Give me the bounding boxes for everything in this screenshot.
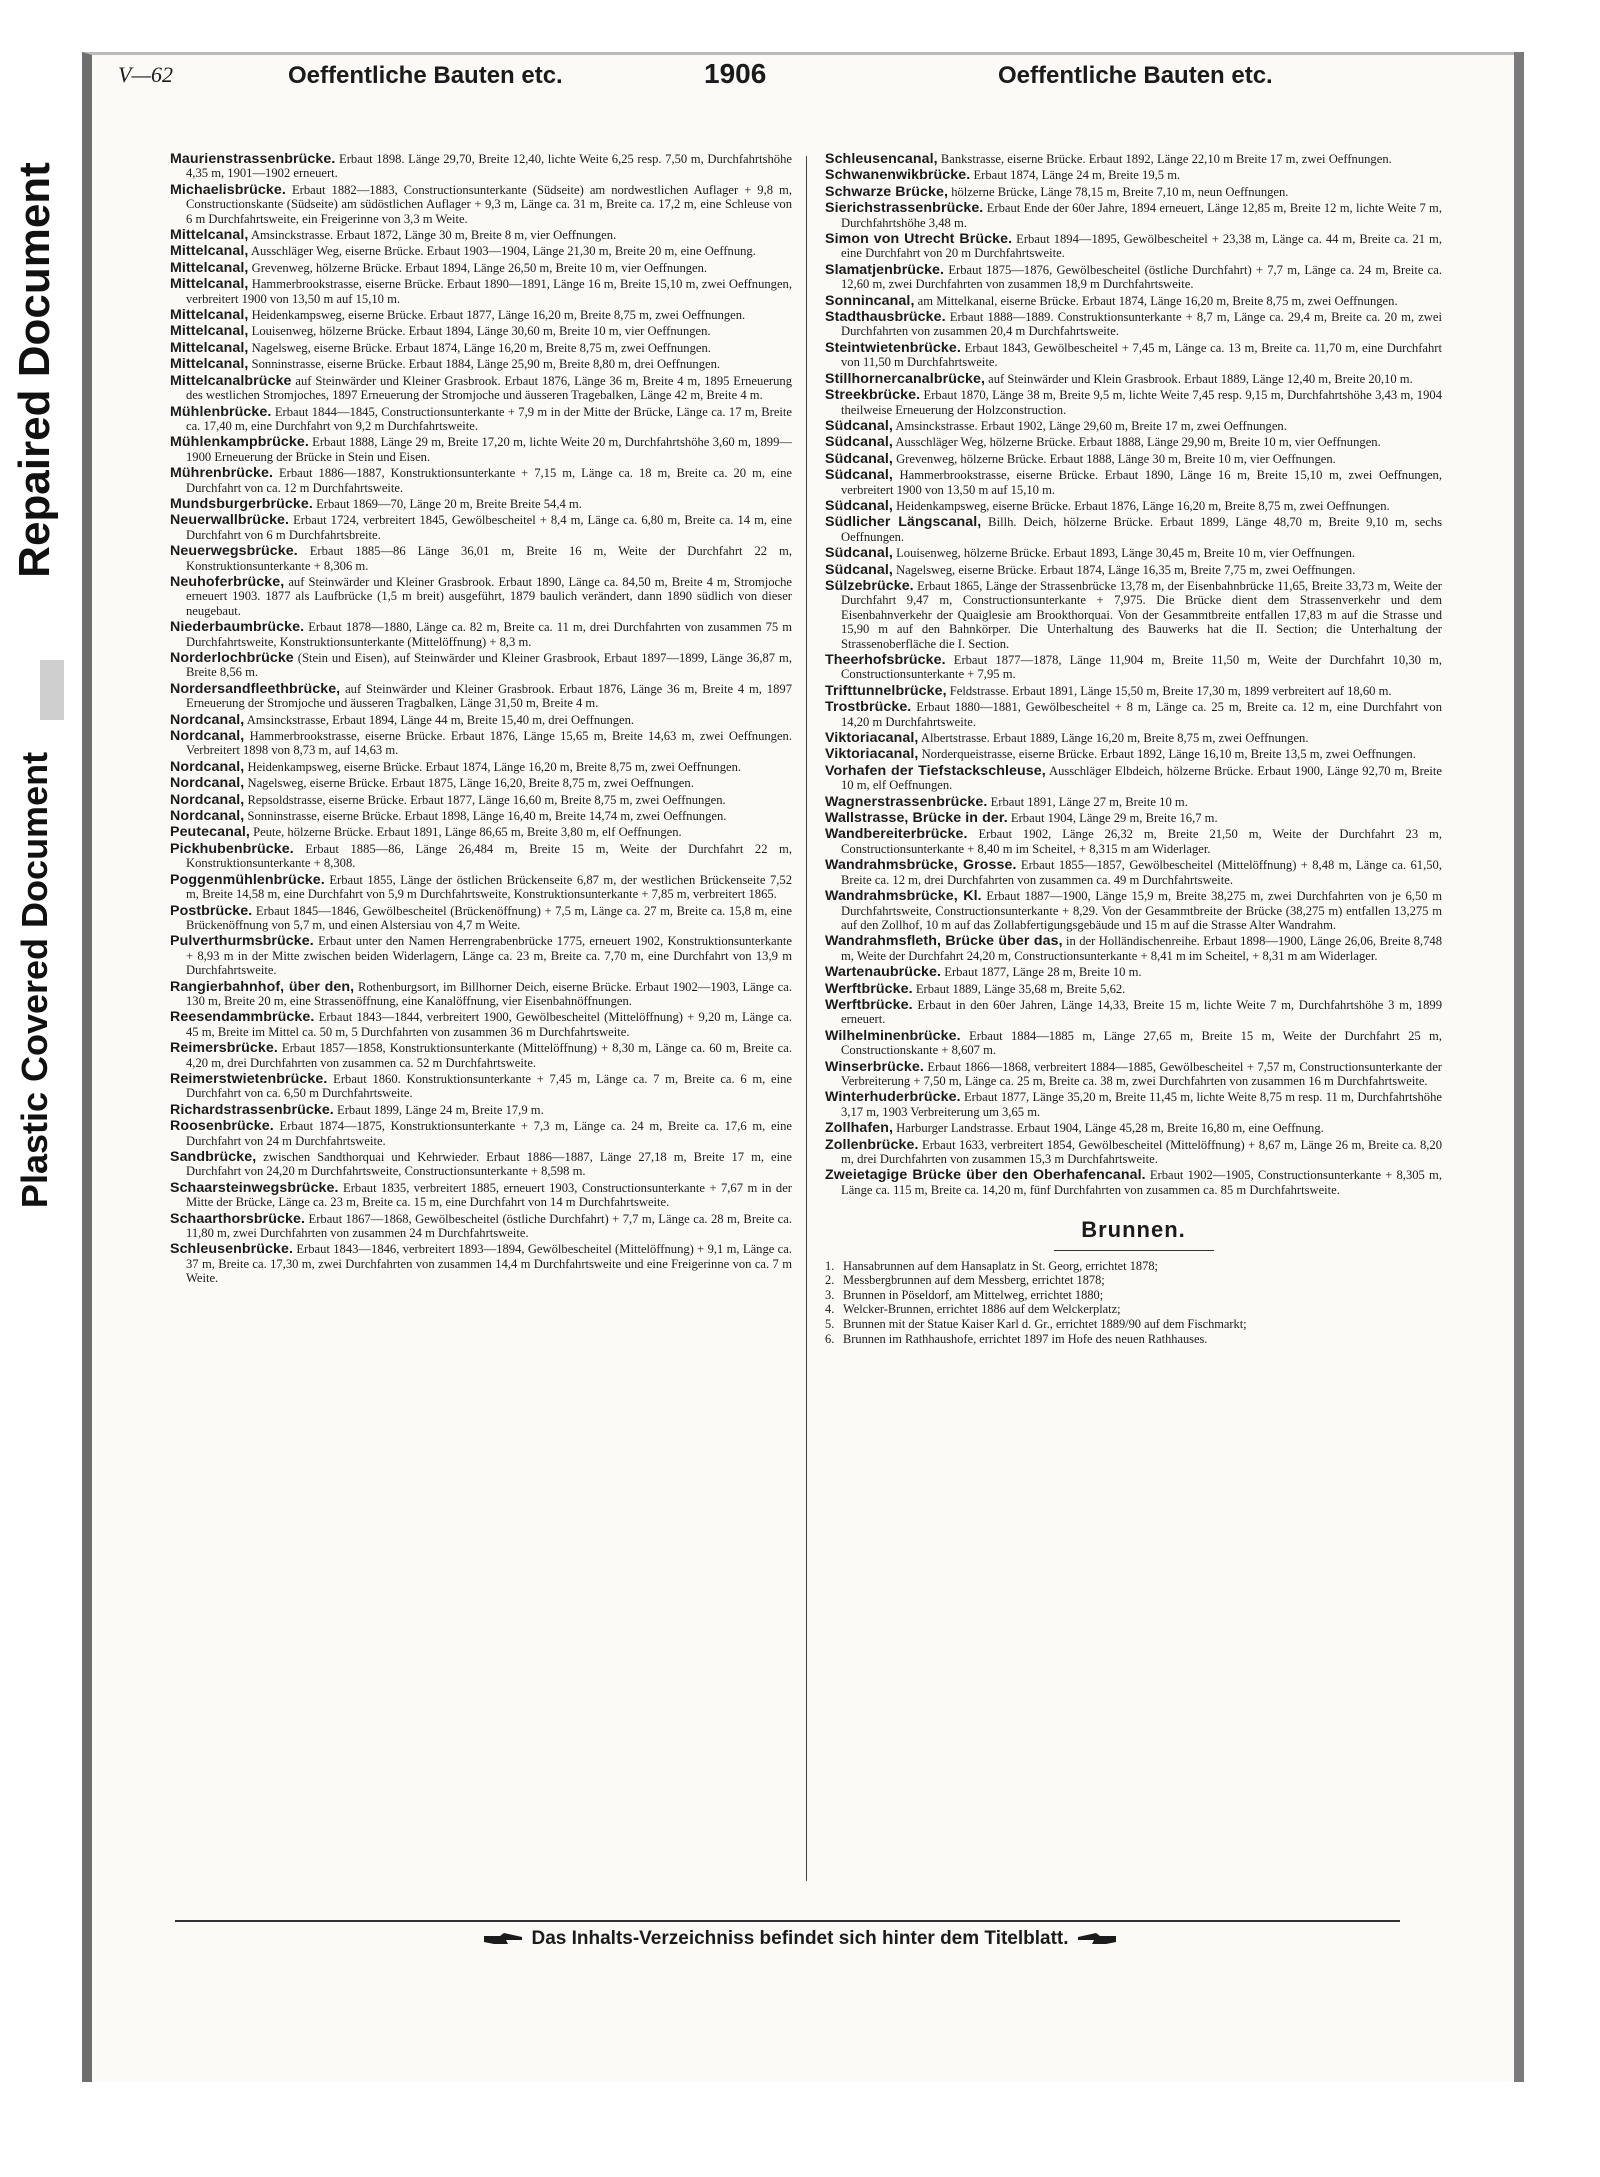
entry-text: Erbaut 1869—70, Länge 20 m, Breite Breite 54,4 m. [316,496,582,511]
strip-divider [40,660,64,720]
entry-name: Stadthausbrücke. [825,309,946,326]
bridge-entry [825,263,1442,292]
entry-text: auf Steinwärder und Kleiner Grasbrook. Erbaut 1876, Länge 36 m, Breite 4 m, 1895 Erneuerung des westlichen Stromjoches, 1897 Erneuerung der Stromjoche und äusseren Tragebalken, Länge 42 m, Breite 4 m. [186,373,792,403]
entry-text: Ausschläger Weg, hölzerne Brücke. Erbaut 1888, Länge 29,90 m, Breite 10 m, vier Oeffnungen. [895,435,1381,450]
entry-name: Mittelcanal, [170,323,249,340]
entry-name: Trifttunnelbrücke, [825,682,947,699]
bridge-entry [825,731,1442,745]
entry-text: Erbaut in den 60er Jahren, Länge 14,33, Breite 15 m, lichte Weite 7 m, Durchfahrtshöhe 3 m, 1899 erneuert. [841,997,1442,1027]
entry-name: Wandrahmsfleth, Brücke über das, [825,933,1063,950]
side-label-strip [0,60,70,1209]
entry-name: Steintwietenbrücke. [825,339,961,356]
brunnen-item-text: Brunnen mit der Statue Kaiser Karl d. Gr., errichtet 1889/90 auf dem Fischmarkt; [843,1317,1247,1331]
entry-text: Erbaut 1855, Länge der östlichen Brückenseite 6,87 m, der westlichen Brückenseite 7,52 m, Breite 14,58 m, eine Durchfahrt von 5,9 m Durchfahrtsweite, Konstruktionsunterkante + 7,85 m, verbreitert 1865. [186,872,792,902]
entry-text: Erbaut 1889, Länge 35,68 m, Breite 5,62. [915,981,1126,996]
bottom-rule [175,1920,1400,1922]
entry-text: Amsinckstrasse. Erbaut 1902, Länge 29,60 m, Breite 17 m, zwei Oeffnungen. [895,418,1287,433]
entry-text: Billh. Deich, hölzerne Brücke. Erbaut 1899, Länge 48,70 m, Breite 9,10 m, sechs Oeffnungen. [841,515,1442,544]
bridge-entry [825,185,1442,199]
bridge-entry [825,310,1442,339]
entry-text: auf Steinwärder und Kleiner Grasbrook. Erbaut 1876, Länge 36 m, Breite 4 m, 1897 Erneuerung der Stromjoche und äusseren Tragbalken, Länge 31,50 m, Breite 4 m. [186,681,792,711]
header-year: 1906 [704,58,767,89]
entry-text: Erbaut 1867—1868, Gewölbescheitel (östliche Durchfahrt) + 7,7 m, Länge ca. 28 m, Breite ca. 11,80 m, zwei Durchfahrten von zusammen 24 m Durchfahrtsweite. [186,1211,792,1241]
entry-text: Ausschläger Weg, eiserne Brücke. Erbaut 1903—1904, Länge 21,30 m, Breite 20 m, eine Oeffnung. [250,244,756,259]
entry-name: Schwarze Brücke, [825,183,949,200]
entry-name: Vorhafen der Tiefstackschleuse, [825,762,1046,779]
brunnen-item-number: 3. [825,1287,835,1302]
entry-name: Sandbrücke, [170,1149,257,1165]
bridge-entry [825,653,1442,682]
bridge-entry [170,1103,792,1117]
entry-text: Erbaut 1633, verbreitert 1854, Gewölbescheitel (Mittelöffnung) + 8,67 m, Länge 26 m, Breite ca. 8,20 m, drei Durchfahrten von zusammen 15,3 m Durchfahrtsweite. [841,1137,1442,1166]
bridge-entry [825,764,1442,793]
header-left-title: Oeffentliche Bauten etc. [288,62,563,89]
bridge-entry [825,858,1442,887]
bridge-entry [825,965,1442,979]
entry-text: Erbaut 1885—86 Länge 36,01 m, Breite 16 m, Weite der Durchfahrt 22 m, Konstruktionsunterkante + 8,306 m. [186,544,792,573]
entry-name: Wandbereiterbrücke. [825,826,968,843]
entry-text: Louisenweg, hölzerne Brücke. Erbaut 1894, Länge 30,60 m, Breite 10 m, vier Oeffnungen. [251,324,711,339]
entry-text: Erbaut 1865, Länge der Strassenbrücke 13,78 m, der Eisenbahnbrücke 11,65, Breite 33,73 m, Weite der Durchfahrt 9,47 m, Constructionsunterkante + 7,975. Die Brücke dient dem Strassenverkehr und dem Eisenbahnverkehr der Quaiglesie am Brookthorquai. Von der Gesammtbreite entfallen 17,83 m auf die Strasse und 15,90 m auf den Bahnkörper. Die Unterhaltung des Bauwerks hat die II. Section; die Unterhaltung der Strassenoberfläche die I. Section. [841,578,1442,651]
bridge-entry [170,357,792,371]
entry-name: Mittelcanal, [170,259,249,276]
entry-text: Erbaut 1875—1876, Gewölbescheitel (östliche Durchfahrt) + 7,7 m, Länge ca. 24 m, Breite ca. 12,60 m, zwei Durchfahrten von zusammen 18,9 m Durchfahrtsweite. [841,262,1442,292]
entry-text: Erbaut 1870, Länge 38 m, Breite 9,5 m, lichte Weite 7,45 resp. 9,15 m, Durchfahrtshöhe 3,43 m, 1904 theilweise Erneuerung der Holzconstruction. [841,388,1442,417]
entry-name: Mühlenkampbrücke. [170,434,309,451]
entry-name: Poggenmühlenbrücke. [170,871,325,888]
entry-text: Grevenweg, hölzerne Brücke. Erbaut 1894, Länge 26,50 m, Breite 10 m, vier Oeffnungen. [251,260,708,275]
footer-note [400,1928,1200,1950]
entry-name: Viktoriacanal, [825,746,919,763]
bridge-entry [170,1010,792,1039]
entry-text: Ausschläger Elbdeich, hölzerne Brücke. Erbaut 1900, Länge 92,70 m, Breite 10 m, elf Oeffnungen. [841,763,1442,793]
entry-name: Wandrahmsbrücke, Grosse. [825,857,1017,874]
bridge-entry [825,372,1442,386]
entry-text: Hammerbrookstrasse, eiserne Brücke. Erbaut 1876, Länge 15,65 m, Breite 14,63 m, zwei Oeffnungen. Verbreitert 1898 von 8,73 m, auf 14,63 m. [186,729,792,758]
entry-text: Erbaut 1888, Länge 29 m, Breite 17,20 m, lichte Weite 20 m, Durchfahrtshöhe 3,60 m, 1899—1900 Erneuerung der Brücke in Stein und Eisen. [186,435,792,464]
bridge-entry [170,374,792,403]
bridge-entry [170,575,792,618]
bridge-entry [825,1060,1442,1089]
bridge-entry [825,232,1442,261]
entry-text: Albertstrasse. Erbaut 1889, Länge 16,20 m, Breite 8,75 m, zwei Oeffnungen. [920,731,1309,746]
entry-text: Grevenweg, hölzerne Brücke. Erbaut 1888, Länge 30 m, Breite 10 m, vier Oeffnungen. [896,451,1336,466]
entry-text: Heidenkampsweg, eiserne Brücke. Erbaut 1874, Länge 16,20 m, Breite 8,75 m, zwei Oeffnungen. [247,759,742,774]
entry-text: Nagelsweg, eiserne Brücke. Erbaut 1874, Länge 16,35 m, Breite 7,75 m, zwei Oeffnungen. [896,562,1356,577]
bridge-entry [170,544,792,573]
entry-name: Schaarsteinwegsbrücke. [170,1179,339,1196]
entry-name: Schwanenwikbrücke. [825,167,971,184]
bridge-entry [825,579,1442,651]
entry-name: Pulverthurmsbrücke. [170,933,314,950]
brunnen-item [825,1273,1442,1288]
bridge-entry [825,294,1442,308]
entry-name: Nordcanal, [170,728,245,745]
page-number: V—62 [118,62,173,87]
entry-name: Nordcanal, [170,758,245,775]
bridge-entry [170,842,792,871]
entry-name: Nordcanal, [170,775,245,792]
bridge-entry [170,904,792,933]
entry-name: Neuhoferbrücke, [170,573,285,590]
bridge-entry [170,713,792,727]
brunnen-title-rule [1054,1250,1214,1251]
entry-text: Erbaut 1843—1844, verbreitert 1900, Gewölbescheitel (Mittelöffnung) + 9,20 m, Länge ca. 45 m, Breite im Mittel ca. 50 m, 5 Durchfahrten von zusammen 36 m Durchfahrtsweite. [186,1010,792,1039]
brunnen-item-number: 2. [825,1273,835,1288]
entry-text: Peute, hölzerne Brücke. Erbaut 1891, Länge 86,65 m, Breite 3,80 m, elf Oeffnungen. [253,825,682,840]
bridge-entry [825,827,1442,856]
entry-text: Erbaut 1894—1895, Gewölbescheitel + 23,38 m, Länge ca. 44 m, Breite ca. 21 m, eine Durchfahrt von 20 m Durchfahrtsweite. [841,232,1442,261]
entry-name: Nordcanal, [170,791,245,808]
brunnen-item [825,1317,1442,1332]
bridge-entry [825,546,1442,560]
entry-text: Nagelsweg, eiserne Brücke. Erbaut 1874, Länge 16,20 m, Breite 8,75 m, zwei Oeffnungen. [251,340,711,355]
entry-name: Schaarthorsbrücke. [170,1210,306,1227]
bridge-entry [825,1121,1442,1135]
entry-name: Zollenbrücke. [825,1136,919,1153]
bridge-entry [170,1041,792,1070]
entry-text: Nagelsweg, eiserne Brücke. Erbaut 1875, Länge 16,20, Breite 8,75 m, zwei Oeffnungen. [247,776,694,791]
brunnen-item [825,1302,1442,1317]
entry-text: Hammerbrookstrasse, eiserne Brücke. Erbaut 1890, Länge 16 m, Breite 15,10 m, zwei Oeffnungen, verbreitert 1900 von 13,50 m auf 15,10 m. [841,468,1442,497]
entry-text: Erbaut 1884—1885 m, Länge 27,65 m, Breite 15 m, Weite der Durchfahrt 25 m, Constructionskante + 8,607 m. [841,1028,1442,1058]
bridge-entry [825,499,1442,513]
footer-note-text: Das Inhalts-Verzeichniss befindet sich hinter dem Titelblatt. [531,1928,1069,1949]
bridge-entry [825,747,1442,761]
entry-name: Mühlenbrücke. [170,403,272,420]
entry-text: Erbaut Ende der 60er Jahre, 1894 erneuert, Länge 12,85 m, Breite 12 m, lichte Weite 7 m, Durchfahrtshöhe 3,48 m. [841,201,1442,230]
entry-text: Repsoldstrasse, eiserne Brücke. Erbaut 1877, Länge 16,60 m, Breite 8,75 m, zwei Oeffnungen. [247,792,726,807]
entry-name: Theerhofsbrücke. [825,652,946,668]
column-divider [806,156,807,1881]
entry-name: Südcanal, [825,545,893,562]
bridge-entry [170,341,792,355]
entry-name: Mittelcanal, [170,339,249,356]
entry-text: hölzerne Brücke, Länge 78,15 m, Breite 7,10 m, neun Oeffnungen. [951,184,1289,199]
entry-name: Nordcanal, [170,808,245,825]
bridge-entry [825,201,1442,230]
entry-name: Mittelcanal, [170,307,249,324]
entry-name: Richardstrassenbrücke. [170,1101,334,1118]
entry-text: Erbaut 1888—1889. Construktionsunterkante + 8,7 m, Länge ca. 29,4 m, Breite ca. 20 m, zwei Durchfahrten von zusammen 20,4 m Durchfahrtsweite. [841,310,1442,339]
bridge-entry [170,793,792,807]
entry-text: Erbaut 1902, Länge 26,32 m, Breite 21,50 m, Weite der Durchfahrt 23 m, Constructionsunterkante + 8,40 m im Scheitel, + 8,315 m am Widerlager. [841,827,1442,856]
brunnen-item [825,1332,1442,1347]
entry-text: Amsinckstrasse. Erbaut 1872, Länge 30 m, Breite 8 m, vier Oeffnungen. [250,228,617,243]
entry-name: Südcanal, [825,434,893,451]
entry-text: Erbaut 1904, Länge 29 m, Breite 16,7 m. [1010,811,1218,826]
entry-name: Winterhuderbrücke. [825,1089,961,1106]
entry-text: Erbaut 1882—1883, Constructionsunterkante (Südseite) am nordwestlichen Auflager + 9,8 m, Constructionskante (Südseite) am südöstlichen Auflager + 9,3 m, Länge ca. 31 m, Breite ca. 17,2 m, eine Schleuse von 6 m Durchfahrtsweite, ein Freigerinne von 3,3 m Weite. [186,182,792,226]
entry-name: Wartenaubrücke. [825,964,942,981]
brunnen-item-text: Welcker-Brunnen, errichtet 1886 auf dem Welckerplatz; [843,1302,1121,1317]
entry-name: Niederbaumbrücke. [170,619,305,636]
bridge-entry [170,682,792,711]
entry-name: Südcanal, [825,467,893,484]
entry-name: Rangierbahnhof, über den, [170,978,355,995]
entry-name: Mührenbrücke. [170,465,273,482]
bridge-entry [170,261,792,275]
entry-text: Erbaut 1835, verbreitert 1885, erneuert 1903, Constructionsunterkante + 7,67 m in der Mitte der Brücke, Länge ca. 23 m, Breite ca. 15 m, eine Durchfahrt von 14 m Durchfahrtsweite. [186,1180,792,1210]
page-right-edge [1514,52,1524,2082]
entry-name: Reimersbrücke. [170,1040,278,1057]
entry-name: Schleusencanal, [825,152,938,167]
entry-text: Erbaut 1860. Konstruktionsunterkante + 7,45 m, Länge ca. 7 m, Breite ca. 6 m, eine Durchfahrt von ca. 6,50 m Durchfahrtsweite. [186,1071,792,1101]
bridge-entry [825,684,1442,698]
bridge-entry [170,729,792,758]
pointing-hand-right-icon [482,1932,526,1946]
bridge-entry [825,934,1442,963]
bridge-entry [170,228,792,242]
entry-text: Amsinckstrasse, Erbaut 1894, Länge 44 m, Breite 15,40 m, drei Oeffnungen. [246,712,635,727]
brunnen-item-number: 1. [825,1258,835,1273]
entry-name: Neuerwallbrücke. [170,512,290,529]
bridge-entry [170,1242,792,1285]
entry-text: Erbaut 1878—1880, Länge ca. 82 m, Breite ca. 11 m, drei Durchfahrten von zusammen 75 m Durchfahrtsweite, Konstruktionsunterkante (Mittelöffnung) + 8,3 m. [186,620,792,649]
bridge-entry [825,452,1442,466]
entry-name: Roosenbrücke. [170,1118,274,1135]
brunnen-item-text: Hansabrunnen auf dem Hansaplatz in St. Georg, errichtet 1878; [843,1258,1158,1273]
bridge-entry [170,308,792,322]
bridge-entry [825,563,1442,577]
bridge-entry [825,795,1442,809]
entry-name: Simon von Utrecht Brücke. [825,231,1013,248]
entry-text: Harburger Landstrasse. Erbaut 1904, Länge 45,28 m, Breite 16,80 m, eine Oeffnung. [896,1121,1324,1136]
bridge-entry [825,982,1442,996]
entry-name: Mittelcanal, [170,356,249,373]
entry-name: Wandrahmsbrücke, Kl. [825,888,982,905]
brunnen-item-text: Messbergbrunnen auf dem Messberg, errichtet 1878; [843,1273,1105,1288]
bridge-entry [825,419,1442,433]
entry-text: Erbaut 1902—1905, Constructionsunterkante + 8,305 m, Länge ca. 115 m, Breite ca. 14,20 m, fünf Durchfahrten von zusammen ca. 85 m Durchfahrtsweite. [841,1168,1442,1197]
entry-text: Heidenkampsweg, eiserne Brücke. Erbaut 1876, Länge 16,20 m, Breite 8,75 m, zwei Oeffnungen. [896,498,1390,513]
page-header [108,56,1358,96]
entry-text: Sonninstrasse, eiserne Brücke. Erbaut 1898, Länge 16,40 m, Breite 14,74 m, zwei Oeffnungen. [247,809,727,824]
bridge-entry [825,1090,1442,1119]
entry-name: Südcanal, [825,450,893,467]
bridge-entry [170,760,792,774]
entry-text: Erbaut 1885—86, Länge 26,484 m, Breite 15 m, Weite der Durchfahrt 22 m, Konstruktionsunterkante + 8,308. [186,841,792,871]
entry-name: Sonnincanal, [825,292,915,309]
brunnen-item [825,1288,1442,1303]
entry-name: Michaelisbrücke. [170,181,286,198]
entry-name: Mittelcanal, [170,276,249,293]
entry-text: Erbaut unter den Namen Herrengrabenbrücke 1775, erneuert 1902, Konstruktionsunterkante + 8,93 m in der Mitte zwischen beiden Widerlagern, Länge ca. 23 m, Breite ca. 7,70 m, eine Durchfahrt von 13,9 m Durchfahrtsweite. [186,934,792,978]
entry-name: Nordersandfleethbrücke, [170,680,341,697]
entry-name: Werftbrücke. [825,980,913,997]
bridge-entry [170,1150,792,1179]
entry-name: Pickhubenbrücke. [170,840,294,857]
entry-text: Erbaut 1857—1858, Konstruktionsunterkante (Mittelöffnung) + 8,30 m, Länge ca. 60 m, Breite ca. 4,20 m, drei Durchfahrten von zusammen ca. 52 m Durchfahrtsweite. [186,1041,792,1070]
bridge-entry [170,1181,792,1210]
entry-text: Erbaut 1874, Länge 24 m, Breite 19,5 m. [973,168,1181,183]
bridge-entry [170,651,792,680]
entry-text: Louisenweg, hölzerne Brücke. Erbaut 1893, Länge 30,45 m, Breite 10 m, vier Oeffnungen. [896,546,1356,561]
entry-text: Erbaut 1886—1887, Konstruktionsunterkante + 7,15 m, Länge ca. 18 m, Breite ca. 20 m, eine Durchfahrt von ca. 12 m Durchfahrtsweite. [186,466,792,495]
entry-name: Maurienstrassenbrücke. [170,152,336,167]
entry-name: Schleusenbrücke. [170,1241,294,1258]
entry-text: Erbaut 1855—1857, Gewölbescheitel (Mittelöffnung) + 8,48 m, Länge ca. 61,50, Breite ca. 12 m, drei Durchfahrten von zusammen ca. 49 m Durchfahrtsweite. [841,858,1442,887]
entry-name: Wilhelminenbrücke. [825,1027,961,1044]
bridge-entry [170,825,792,839]
bridge-entry [170,809,792,823]
bridge-entry [170,980,792,1009]
bridge-entry [825,388,1442,417]
entry-name: Streekbrücke. [825,387,921,404]
bridge-entry [825,1168,1442,1197]
entry-text: Rothenburgsort, im Billhorner Deich, eiserne Brücke. Erbaut 1902—1903, Länge ca. 130 m, Breite 20 m, eine Strassenöffnung, eine Kanalöffnung, vier Eisenbahnöffnungen. [186,979,792,1008]
brunnen-section-title: Brunnen. [1081,1217,1186,1243]
bridge-entry [170,244,792,258]
entry-text: auf Steinwärder und Kleiner Grasbrook. Erbaut 1890, Länge ca. 84,50 m, Breite 4 m, Stromjoche erneuert 1903. 1877 als Laufbrücke (1,5 m breit) ausgeführt, 1879 baulich verändert, dann 1890 südlich von dieser neugebaut. [186,574,792,618]
entry-text: Sonninstrasse, eiserne Brücke. Erbaut 1884, Länge 25,90 m, Breite 8,80 m, drei Oeffnungen. [251,357,721,372]
entry-name: Werftbrücke. [825,996,913,1013]
brunnen-item [825,1259,1442,1274]
entry-text: auf Steinwärder und Klein Grasbrook. Erbaut 1889, Länge 12,40 m, Breite 20,10 m. [988,371,1413,386]
entry-name: Stillhornercanalbrücke, [825,370,985,387]
entry-name: Wagnerstrassenbrücke. [825,793,988,810]
bridge-entry [170,620,792,649]
entry-text: Erbaut 1877, Länge 35,20 m, Breite 11,45 m, lichte Weite 8,75 m resp. 11 m, Durchfahrtshöhe 3,17 m, 1903 Verbreiterung um 3,65 m. [841,1090,1442,1119]
entry-text: am Mittelkanal, eiserne Brücke. Erbaut 1874, Länge 16,20 m, Breite 8,75 m, zwei Oeffnungen. [917,293,1398,308]
bridge-entry [170,405,792,434]
entry-name: Nordcanal, [170,711,245,728]
entry-name: Zollhafen, [825,1120,893,1137]
entry-name: Mittelcanal, [170,243,249,260]
pointing-hand-left-icon [1074,1932,1118,1946]
entry-text: zwischen Sandthorquai und Kehrwieder. Erbaut 1886—1887, Länge 27,18 m, Breite 17 m, eine Durchfahrt von 24,20 m Durchfahrtsweite, Constructionsunterkante + 8,598 m. [186,1150,792,1179]
right-column [825,152,1442,1882]
entry-text: Erbaut 1843, Gewölbescheitel + 7,45 m, Länge ca. 13 m, Breite ca. 11,70 m, eine Durchfahrt von 11,50 m Durchfahrtsweite. [841,340,1442,370]
entry-name: Sülzebrücke. [825,577,914,594]
entry-name: Mundsburgerbrücke. [170,495,313,512]
entry-name: Winserbrücke. [825,1058,924,1075]
brunnen-item-text: Brunnen im Rathhaushofe, errichtet 1897 im Hofe des neuen Rathhauses. [843,1331,1208,1346]
repaired-document-label: Repaired Document [10,162,59,578]
entry-text: Erbaut 1877, Länge 28 m, Breite 10 m. [944,965,1142,980]
entry-text: Heidenkampsweg, eiserne Brücke. Erbaut 1877, Länge 16,20 m, Breite 8,75 m, zwei Oeffnungen. [251,308,746,323]
entry-text: Erbaut 1845—1846, Gewölbescheitel (Brückenöffnung) + 7,5 m, Länge ca. 27 m, Breite ca. 15,8 m, eine Brückenöffnung von 5,7 m, und einen Alstersiau von 4,7 m Weite. [186,903,792,932]
entry-name: Südlicher Längscanal, [825,514,982,531]
entry-name: Südcanal, [825,417,893,434]
entry-text: Erbaut 1880—1881, Gewölbescheitel + 8 m, Länge ca. 25 m, Breite ca. 12 m, eine Durchfahrt von 14,20 m Durchfahrtsweite. [841,700,1442,729]
entry-text: Erbaut 1724, verbreitert 1845, Gewölbescheitel + 8,4 m, Länge ca. 6,80 m, Breite ca. 14 m, eine Durchfahrt von 6 m Durchfahrtsbreite. [186,513,792,542]
bridge-entry [825,168,1442,182]
entry-text: Erbaut 1844—1845, Constructionsunterkante + 7,9 m in der Mitte der Brücke, Länge ca. 17 m, Breite ca. 17,40 m, eine Durchfahrt von 9,2 m Durchfahrtsweite. [186,404,792,433]
plastic-covered-document-label: Plastic Covered Document [14,751,55,1209]
entry-name: Trostbrücke. [825,699,912,716]
brunnen-item-text: Brunnen in Pöseldorf, am Mittelweg, errichtet 1880; [843,1287,1104,1302]
bridge-entry [170,513,792,542]
bridge-entry [170,1119,792,1148]
bridge-entry [825,152,1442,166]
bridge-entry [170,873,792,902]
bridge-entry [170,497,792,511]
entry-name: Wallstrasse, Brücke in der. [825,810,1008,827]
entry-name: Südcanal, [825,561,893,578]
entry-text: Erbaut 1877—1878, Länge 11,904 m, Breite 11,50 m, Weite der Durchfahrt 10,30 m, Constructionsunterkante + 7,95 m. [841,653,1442,682]
bridge-entry [170,1072,792,1101]
entry-name: Postbrücke. [170,902,253,919]
header-right-title: Oeffentliche Bauten etc. [998,62,1273,89]
entry-text: Bankstrasse, eiserne Brücke. Erbaut 1892, Länge 22,10 m Breite 17 m, zwei Oeffnungen. [940,152,1392,166]
bridge-entry [825,700,1442,729]
bridge-entry [825,435,1442,449]
bridge-entry [170,934,792,977]
entry-name: Norderlochbrücke [170,650,294,666]
entry-name: Slamatjenbrücke. [825,261,945,278]
entry-text: Erbaut 1874—1875, Konstruktionsunterkante + 7,3 m, Länge ca. 24 m, Breite ca. 17,6 m, eine Durchfahrt von 24 m Durchfahrtsweite. [186,1119,792,1148]
bridge-entry [825,1138,1442,1167]
entry-name: Reimerstwietenbrücke. [170,1070,328,1087]
entry-text: Erbaut 1899, Länge 24 m, Breite 17,9 m. [337,1102,544,1117]
entry-text: Erbaut 1887—1900, Länge 15,9 m, Breite 38,275 m, zwei Durchfahrten von je 6,50 m Durchfahrtsweite, Constructionsunterkante + 8,29. Von der Gesammtbreite der Brücke (38,275 m) entfallen 13,275 m auf den Zollhof, 10 m auf das Zollabfertigungsgebäude und 15 m auf die Strasse Alter Wandrahm. [841,889,1442,932]
entry-name: Mittelcanal, [170,227,249,244]
entry-text: Feldstrasse. Erbaut 1891, Länge 15,50 m, Breite 17,30 m, 1899 verbreitert auf 18,60 m. [949,683,1392,698]
bridge-entry [170,324,792,338]
entry-text: Norderqueistrasse, eiserne Brücke. Erbaut 1892, Länge 16,10 m, Breite 13,5 m, zwei Oeffnungen. [921,747,1416,762]
bridge-entry [170,1212,792,1241]
entry-text: Erbaut 1891, Länge 27 m, Breite 10 m. [990,794,1188,809]
bridge-entry [170,152,792,181]
bridge-entry [170,277,792,306]
brunnen-item-number: 6. [825,1331,835,1346]
bridge-entry [825,468,1442,497]
bridge-entry [825,1029,1442,1058]
entry-text: in der Holländischenreihe. Erbaut 1898—1900, Länge 26,06, Breite 8,748 m, Weite der Durchfahrt 24,20 m, Constructionsunterkante + 8,41 m im Scheitel, + 8,31 m am Widerlager. [841,934,1442,963]
entry-name: Südcanal, [825,497,893,514]
brunnen-item-number: 5. [825,1317,835,1331]
entry-name: Reesendammbrücke. [170,1009,315,1026]
entry-name: Zweietagige Brücke über den Oberhafencanal. [825,1167,1146,1184]
bridge-entry [825,515,1442,544]
bridge-entry [170,776,792,790]
bridge-entry [170,435,792,464]
entry-text: Erbaut 1843—1846, verbreitert 1893—1894, Gewölbescheitel (Mittelöffnung) + 9,1 m, Länge ca. 37 m, Breite ca. 17,30 m, zwei Durchfahrten von zusammen 14,4 m Durchfahrtsweite und eine Freigerinne von ca. 7 m Weite. [186,1242,792,1286]
right-column-entries [825,152,1442,1197]
bridge-entry [170,183,792,226]
bridge-entry [170,466,792,495]
entry-text: (Stein und Eisen), auf Steinwärder und Kleiner Grasbrook, Erbaut 1897—1899, Länge 36,87 m, Breite 8,56 m. [186,651,792,680]
entry-name: Viktoriacanal, [825,730,919,747]
brunnen-item-number: 4. [825,1302,835,1317]
entry-text: Erbaut 1866—1868, verbreitert 1884—1885, Gewölbescheitel + 7,57 m, Constructionsunterkante der Verbreiterung + 7,50 m, Länge ca. 25 m, Breite ca. 38 m, zwei Durchfahrten von zusammen 16 m Durchfahrtsweite. [841,1059,1442,1088]
entry-name: Mittelcanalbrücke [170,372,292,389]
bridge-entry [825,889,1442,932]
entry-name: Sierichstrassenbrücke. [825,200,984,217]
entry-text: Hammerbrookstrasse, eiserne Brücke. Erbaut 1890—1891, Länge 16 m, Breite 15,10 m, zwei Oeffnungen, verbreitert 1900 von 13,50 m auf 15,10 m. [186,277,792,306]
entry-text: Erbaut 1898. Länge 29,70, Breite 12,40, lichte Weite 6,25 resp. 7,50 m, Durchfahrtshöhe 4,35 m, 1901—1902 erneuert. [186,152,792,181]
entry-name: Peutecanal, [170,824,250,841]
brunnen-list [825,1259,1442,1347]
left-column [170,152,792,1882]
bridge-entry [825,811,1442,825]
bridge-entry [825,998,1442,1027]
entry-name: Neuerwegsbrücke. [170,543,298,560]
bridge-entry [825,341,1442,370]
